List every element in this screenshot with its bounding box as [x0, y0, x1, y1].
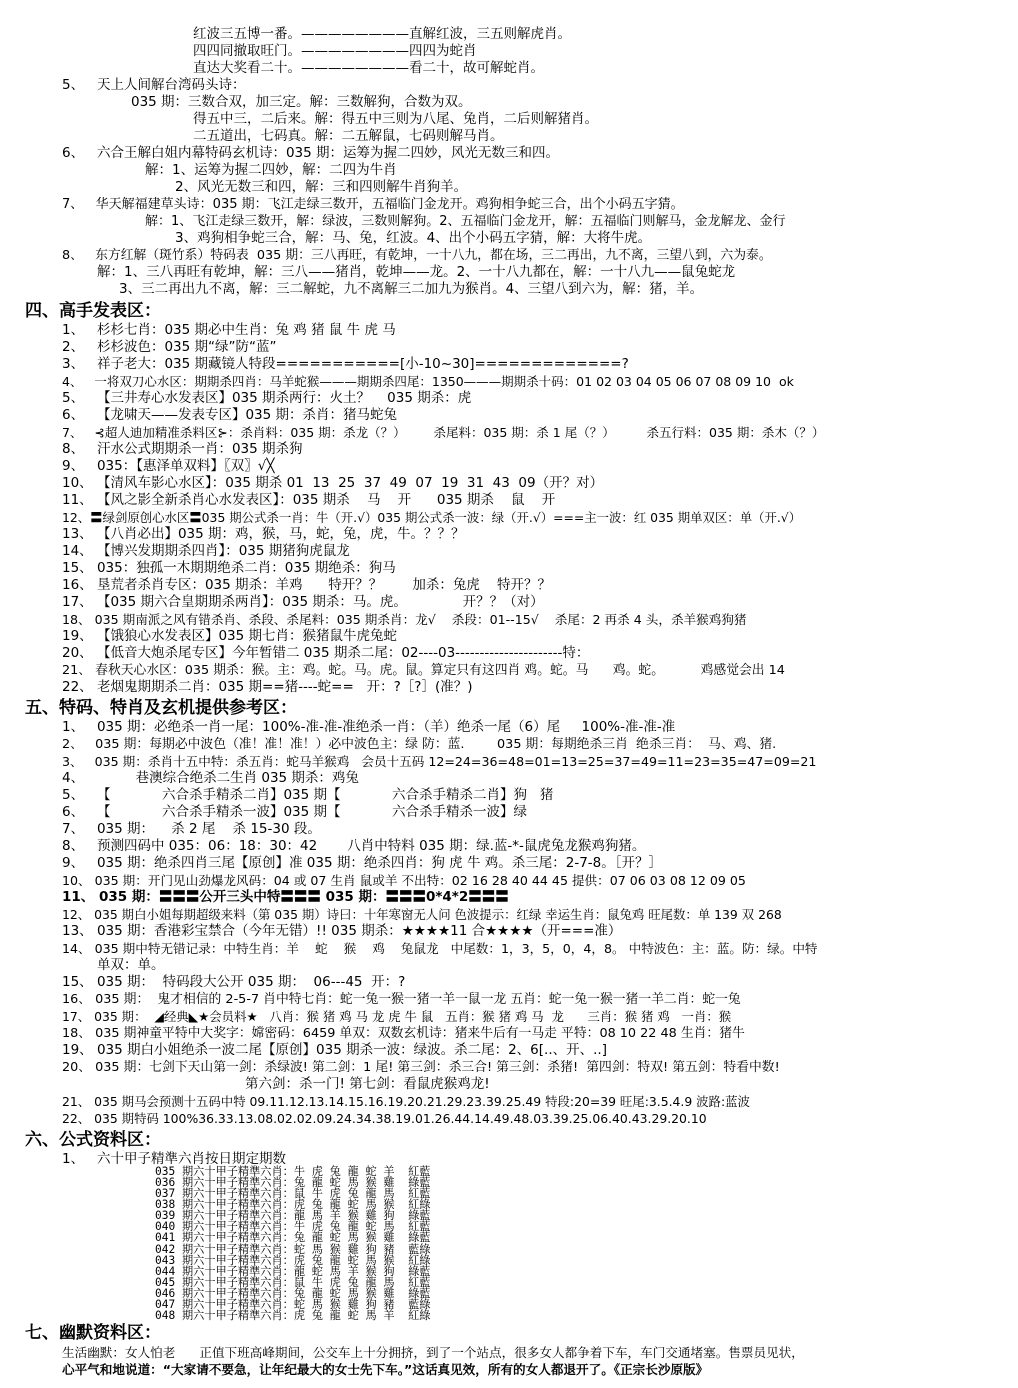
list-item: 20、 035 期：七剑下天山第一剑：杀绿波! 第二剑：1 尾! 第三剑：杀三合! 第三剑：杀猪! 第四剑：特双! 第五剑：特看中数! — [62, 1060, 780, 1075]
list-item: 19、 035 期白小姐绝杀一波二尾【原创】035 期杀一波：绿波。杀二尾：2、6[..、开、..] — [62, 1042, 607, 1058]
table-row: 036 期六十甲子精準六肖：兔 龍 蛇 馬 猴 雞 綠藍 — [155, 1176, 431, 1190]
list-item: 5、 【 六合杀手精杀二肖】035 期【 六合杀手精杀二肖】狗 猪 — [62, 787, 554, 803]
list-item: 16、 垦荒者杀肖专区：035 期杀：羊鸡 特开？？ 加杀：兔虎 特开？？ — [62, 577, 551, 593]
table-row: 039 期六十甲子精準六肖：龍 馬 羊 猴 雞 狗 綠藍 — [155, 1209, 431, 1223]
list-item: 22、 老烟鬼期期杀二肖：035 期==猪----蛇== 开：?［?］(准？) — [62, 679, 473, 695]
table-row: 038 期六十甲子精準六肖：虎 兔 龍 蛇 馬 猴 紅綠 — [155, 1198, 431, 1212]
list-item: 15、 035 期： 特码段大公开 035 期： 06---45 开：? — [62, 974, 406, 990]
item-line: 3、鸡狗相争蛇三合，解：马、兔，红波。4、出个小码五字猜，解：大将牛虎。 — [175, 230, 652, 246]
table-row: 048 期六十甲子精準六肖：虎 兔 龍 蛇 馬 羊 紅綠 — [155, 1309, 431, 1322]
list-item: 2、 杉杉波色：035 期“绿”防“蓝” — [62, 339, 277, 355]
list-item: 8、 汗水公式期期杀一肖：035 期杀狗 — [62, 441, 303, 457]
section-heading: 四、高手发表区： — [25, 301, 161, 321]
list-item: 2、 035 期：每期必中波色（准！准！准！）必中波色主：绿 防：蓝. 035 期：每期绝杀三肖 绝杀三肖： 马、鸡、猪. — [62, 737, 777, 752]
table-row: 043 期六十甲子精準六肖：虎 兔 龍 蛇 馬 猴 紅綠 — [155, 1253, 431, 1267]
riddle-line: 红波三五博一番。————————直解红波，三五则解虎肖。 — [193, 26, 571, 42]
list-item: 13、 【八肖必出】035 期：鸡，猴，马，蛇，兔，虎，牛。？？？ — [62, 526, 465, 542]
item-line: 8、 东方红解（斑竹系）特码表 035 期：三八再旺，有乾坤，一十八九，都在场，三二再出，九不离，三望八到，六为泰。 — [62, 248, 772, 263]
list-item: 8、 预测四码中 035：06：18：30：42 八肖中特料 035 期：绿.蓝-*-鼠虎兔龙猴鸡狗猪。 — [62, 838, 646, 854]
list-item: 单双：单。 — [97, 957, 165, 973]
section-heading: 六、公式资料区： — [25, 1130, 161, 1150]
item-line: 解：1、飞江走绿三数开，解：绿波，三数则解狗。2、五福临门金龙开，解：五福临门则解马，金龙解龙、金行 — [145, 214, 786, 229]
list-item: 16、 035 期： 鬼才相信的 2-5-7 肖中特七肖：蛇一兔一猴一猪一羊一鼠一龙 五肖：蛇一兔一猴一猪一羊二肖：蛇一兔 — [62, 992, 741, 1007]
item-line: 035 期：三数合双，加三定。解：三数解狗，合数为双。 — [131, 94, 472, 110]
item-line: 解：1、运筹为握二四妙，解：二四为牛肖 — [145, 162, 397, 178]
table-row: 044 期六十甲子精準六肖：龍 蛇 馬 羊 猴 狗 綠藍 — [155, 1264, 431, 1278]
section-heading: 五、特码、特肖及玄机提供参考区： — [25, 698, 297, 718]
list-item: 10、 【清风车影心水区】：035 期杀 01 13 25 37 49 07 19 31 43 09（开？对） — [62, 475, 604, 491]
humor-line: 生活幽默：女人怕老 正值下班高峰期间，公交车上十分拥挤，到了一个站点，很多女人都争着下车，车门交通堵塞。售票员见状， — [62, 1345, 804, 1360]
list-item: 7、 035 期： 杀 2 尾 杀 15-30 段。 — [62, 821, 321, 837]
table-heading: 1、 六十甲子精準六肖按日期定期数 — [62, 1151, 286, 1167]
list-item: 17、 035 期： ◢经典◣★会员料★ 八肖：猴 猪 鸡 马 龙 虎 牛 鼠 五肖：猴 猪 鸡 马 龙 三肖：猴 猪 鸡 一肖：猴 — [62, 1009, 732, 1024]
list-item: 22、 035 期特码 100%36.33.13.08.02.02.09.24.34.38.19.01.26.44.14.49.48.03.39.25.06.40.43.29.20.10 — [62, 1111, 707, 1126]
table-row: 046 期六十甲子精準六肖：兔 龍 蛇 馬 猴 雞 綠藍 — [155, 1286, 431, 1300]
list-item: 4、 一将双刀心水区：期期杀四肖：马羊蛇猴———期期杀四尾：1350———期期杀十码：01 02 03 04 05 06 07 08 09 10 ok — [62, 374, 794, 389]
list-item: 12、〓绿剑原创心水区〓035 期公式杀一肖：牛（开.√）035 期公式杀一波：绿（开.√）===主一波：红 035 期单双区：单（开.√） — [62, 510, 802, 525]
list-item: 21、 春秋天心水区：035 期杀：猴。主：鸡。蛇。马。虎。鼠。算定只有这四肖 鸡。蛇。马 鸡。蛇。 鸡感觉会出 14 — [62, 663, 785, 678]
table-row: 045 期六十甲子精準六肖：鼠 牛 虎 兔 龍 馬 紅藍 — [155, 1275, 431, 1289]
list-item: 14、 【博兴发期期杀四肖】：035 期猪狗虎鼠龙 — [62, 543, 350, 559]
item-line: 5、 天上人间解台湾码头诗： — [62, 77, 246, 93]
table-row: 037 期六十甲子精準六肖：鼠 牛 虎 兔 龍 馬 紅藍 — [155, 1187, 431, 1201]
riddle-line: 四四同撤取旺门。————————四四为蛇肖 — [193, 43, 477, 59]
list-item: 18、 035 期南派之风有错杀肖、杀段、杀尾料：035 期杀肖：龙√ 杀段：01--15√ 杀尾：2 再杀 4 头，杀羊猴鸡狗猪 — [62, 612, 747, 627]
list-item: 7、 ⊰超人迪加精准杀料区⊱：杀肖料：035 期：杀龙（？） 杀尾料：035 期：杀 1 尾（？） 杀五行料：035 期：杀木（？） — [62, 425, 825, 440]
section-heading: 七、幽默资料区： — [25, 1323, 161, 1343]
item-line: 得五中三，二后来。解：得五中三则为八尾、兔肖，二后则解猪肖。 — [193, 111, 598, 127]
list-item: 9、 035：【惠泽单双料】〖双〗√╳ — [62, 458, 275, 474]
list-item: 21、 035 期马会预测十五码中特 09.11.12.13.14.15.16.19.20.21.29.23.39.25.49 特段:20=39 旺尾:3.5.4.9 波路:蓝波 — [62, 1094, 750, 1109]
table-row: 041 期六十甲子精準六肖：兔 龍 蛇 馬 猴 雞 綠藍 — [155, 1231, 431, 1245]
list-item: 第六剑：杀一门! 第七剑：看鼠虎猴鸡龙! — [245, 1076, 490, 1092]
item-line: 解：1、三八再旺有乾坤，解：三八——猪肖，乾坤——龙。2、一十八九都在，解：一十八九——鼠兔蛇龙 — [97, 264, 736, 280]
table-row: 042 期六十甲子精準六肖：蛇 馬 猴 雞 狗 豬 藍綠 — [155, 1242, 431, 1256]
list-item: 4、 巷澳综合绝杀二生肖 035 期杀：鸡兔 — [62, 770, 359, 786]
table-row: 040 期六十甲子精準六肖：牛 虎 兔 龍 蛇 馬 紅藍 — [155, 1220, 431, 1234]
list-item: 1、 035 期：必绝杀一肖一尾：100%-准-准-准绝杀一肖：（羊）绝杀一尾（6）尾 100%-准-准-准 — [62, 719, 676, 735]
list-item: 6、 【 六合杀手精杀一波】035 期【 六合杀手精杀一波】绿 — [62, 804, 528, 820]
list-item: 15、 035：独孤一木期期绝杀二肖：035 期绝杀：狗马 — [62, 560, 396, 576]
list-item: 14、 035 期中特无错记录：中特生肖：羊 蛇 猴 鸡 兔鼠龙 中尾数：1，3，5，0，4，8。 中特波色：主：蓝。防：绿。中特 — [62, 941, 818, 956]
list-item: 13、 035 期：香港彩宝禁合（今年无错）!! 035 期杀：★★★★11 合★★★★（开===准） — [62, 923, 622, 939]
list-item: 9、 035 期：绝杀四肖三尾【原创】准 035 期：绝杀四肖：狗 虎 牛 鸡。杀三尾：2-7-8。［开？］ — [62, 855, 663, 871]
item-line: 7、 华天解福建草头诗：035 期：飞江走绿三数开，五福临门金龙开。鸡狗相争蛇三合，出个小码五字猜。 — [62, 197, 684, 212]
item-line: 二五道出，七码真。解：二五解鼠，七码则解马肖。 — [193, 128, 504, 144]
table-row: 035 期六十甲子精準六肖：牛 虎 兔 龍 蛇 羊 紅藍 — [155, 1165, 431, 1178]
list-item: 1、 杉杉七肖：035 期必中生肖：兔 鸡 猪 鼠 牛 虎 马 — [62, 322, 396, 338]
humor-line: 心平气和地说道：“大家请不要急，让年纪最大的女士先下车。”这话真见效，所有的女人都退开了。《正宗长沙原版》 — [62, 1362, 709, 1377]
list-item: 10、 035 期：开门见山劲爆龙风码：04 或 07 生肖 鼠或羊 不出特：02 16 28 40 44 45 提供：07 06 03 08 12 09 05 — [62, 873, 746, 888]
list-item: 18、 035 期神童平特中大奖字：嫦密码：6459 单双：双数玄机诗：猪来牛后有一马走 平特：08 10 22 48 生肖：猪牛 — [62, 1026, 745, 1041]
list-item: 19、 【饿狼心水发表区】035 期七肖：猴猪鼠牛虎兔蛇 — [62, 628, 398, 644]
list-item: 12、 035 期白小姐每期超级来料（第 035 期）诗曰：十年寒窗无人问 色波提示：红绿 幸运生肖：鼠兔鸡 旺尾数：单 139 双 268 — [62, 907, 782, 922]
list-item: 5、 【三井寿心水发表区】035 期杀两行：火土？ 035 期杀：虎 — [62, 390, 472, 406]
list-item: 11、 【风之影全新杀肖心水发表区】：035 期杀 马 开 035 期杀 鼠 开 — [62, 492, 556, 508]
list-item: 3、 035 期：杀肖十五中特：杀五肖：蛇马羊猴鸡 会员十五码 12=24=36=48=01=13=25=37=49=11=23=35=47=09=21 — [62, 754, 817, 769]
item-line: 3、三二再出九不离，解：三二解蛇，九不离解三二加九为猴肖。4、三望八到六为，解：猪，羊。 — [119, 281, 704, 297]
list-item: 11、 035 期：〓〓〓公开三头中特〓〓〓 035 期：〓〓〓0*4*2〓〓〓 — [62, 889, 509, 905]
riddle-line: 直达大奖看二十。————————看二十，故可解蛇肖。 — [193, 60, 544, 76]
item-line: 2、风光无数三和四，解：三和四则解牛肖狗羊。 — [175, 179, 468, 195]
list-item: 20、 【低音大炮杀尾专区】今年暂错二 035 期杀二尾：02----03----------------------特： — [62, 645, 590, 661]
table-row: 047 期六十甲子精準六肖：蛇 馬 猴 雞 狗 豬 藍綠 — [155, 1297, 431, 1311]
item-line: 6、 六合王解白姐内幕特码玄机诗：035 期：运筹为握二四妙，风光无数三和四。 — [62, 145, 560, 161]
list-item: 17、 【035 期六合皇期期杀两肖】：035 期杀：马。虎。 开？？（对） — [62, 594, 544, 610]
list-item: 6、 【龙啸天——发表专区】035 期：杀肖：猪马蛇兔 — [62, 407, 398, 423]
list-item: 3、 祥子老大：035 期藏镜人特段===========[小-10~30]=============? — [62, 356, 629, 372]
